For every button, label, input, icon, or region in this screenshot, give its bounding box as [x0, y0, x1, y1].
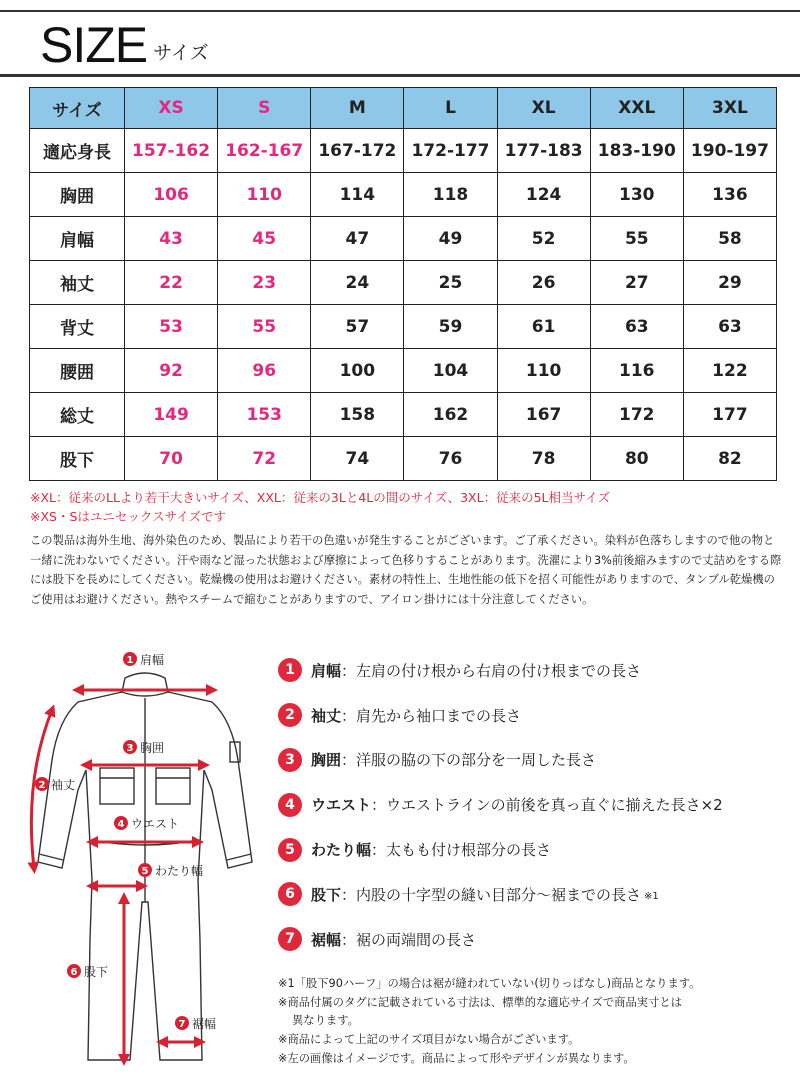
top-rule [0, 10, 800, 12]
size-cell: 49 [404, 217, 497, 261]
legend-item [278, 693, 798, 738]
size-cell: 110 [218, 173, 311, 217]
legend-description: ：太もも付け根部分の長さ [371, 841, 552, 860]
legend-number-badge: 1 [278, 658, 302, 682]
size-col-xl: XL [497, 88, 590, 129]
size-col-xs: XS [125, 88, 218, 129]
figure-label-3 [123, 740, 164, 755]
size-cell: 29 [683, 261, 776, 305]
svg-text:7: 7 [178, 1019, 186, 1030]
size-row-label: 腰囲 [30, 349, 125, 393]
size-table-row [30, 261, 777, 305]
size-row-label: 背丈 [30, 305, 125, 349]
size-cell: 23 [218, 261, 311, 305]
figure-label-1 [123, 652, 164, 667]
svg-text:股下: 股下 [84, 965, 109, 979]
size-cell: 92 [125, 349, 218, 393]
size-cell: 70 [125, 437, 218, 481]
legend-number-badge: 7 [278, 927, 302, 951]
legend-name: わたり幅 [311, 841, 372, 860]
legend-number-badge: 5 [278, 838, 302, 862]
size-cell: 149 [125, 393, 218, 437]
size-cell: 58 [683, 217, 776, 261]
legend-number-badge: 4 [278, 793, 302, 817]
size-cell: 157-162 [125, 129, 218, 173]
svg-text:3: 3 [126, 743, 134, 754]
legend-description: ：ウエストラインの前後を真っ直ぐに揃えた長さ×2 [371, 796, 723, 815]
size-cell: 61 [497, 305, 590, 349]
size-row-label: 袖丈 [30, 261, 125, 305]
svg-text:4: 4 [117, 819, 125, 830]
svg-text:5: 5 [141, 866, 149, 877]
size-cell: 172 [590, 393, 683, 437]
size-col-m: M [311, 88, 404, 129]
size-cell: 26 [497, 261, 590, 305]
size-cell: 22 [125, 261, 218, 305]
size-cell: 63 [683, 305, 776, 349]
size-cell: 96 [218, 349, 311, 393]
figure-label-7 [175, 1016, 216, 1031]
size-table-row [30, 437, 777, 481]
legend-footnote-mark: ※1 [644, 891, 659, 903]
size-cell: 124 [497, 173, 590, 217]
size-row-label: 股下 [30, 437, 125, 481]
fine-print-line: ※1「股下90ハーフ」の場合は裾が縫われていない(切りっぱなし)商品となります。 [278, 977, 701, 990]
size-cell: 130 [590, 173, 683, 217]
size-table-row [30, 305, 777, 349]
size-table [29, 87, 777, 481]
size-col-s: S [218, 88, 311, 129]
size-cell: 63 [590, 305, 683, 349]
size-row-label: 胸囲 [30, 173, 125, 217]
size-col-l: L [404, 88, 497, 129]
size-col-3xl: 3XL [683, 88, 776, 129]
fine-print-line: ※左の画像はイメージです。商品によって形やデザインが異なります。 [278, 1051, 635, 1065]
legend-item [278, 738, 798, 783]
coverall-figure [20, 640, 270, 1080]
svg-text:わたり幅: わたり幅 [155, 864, 204, 878]
title-sub: サイズ [153, 42, 209, 64]
care-paragraph: この製品は海外生地、海外染色のため、製品により若干の色違いが発生することがございます。ご了承ください。染料が色落ちしますので他の物と一緒に洗わないでください。汗や雨など湿った状態および摩擦によって色移りすることがあります。洗濯により3%前後縮みますので丈詰めをする際には股下を長めにしてください。乾燥機の使用はお避けください。素材の特性上、生地性能の低下を招く可能性がありますので、タンブル乾燥機のご使用はお避けください。熱やスチームで縮むことがありますので、アイロン掛けには十分注意してください。 [30, 534, 782, 606]
size-cell: 167 [497, 393, 590, 437]
fine-print-line: ※商品によって上記のサイズ項目がない場合がございます。 [278, 1033, 580, 1047]
size-row-label: 適応身長 [30, 129, 125, 173]
size-cell: 45 [218, 217, 311, 261]
legend-name: 胸囲 [311, 751, 342, 770]
size-cell: 177 [683, 393, 776, 437]
size-cell: 57 [311, 305, 404, 349]
size-cell: 24 [311, 261, 404, 305]
svg-text:袖丈: 袖丈 [51, 778, 76, 792]
size-cell: 136 [683, 173, 776, 217]
size-cell: 104 [404, 349, 497, 393]
size-cell: 82 [683, 437, 776, 481]
size-cell: 110 [497, 349, 590, 393]
size-note: ※XL：従来のLLより若干大きいサイズ、XXL：従来の3Lと4Lの間のサイズ、3XL：従来の5L相当サイズ [30, 490, 611, 505]
fine-print-line: ※商品付属のタグに記載されている寸法は、標準的な適応サイズで商品実寸とは [278, 995, 682, 1009]
size-cell: 167-172 [311, 129, 404, 173]
legend-description: ：裾の両端間の長さ [341, 930, 477, 949]
size-table-corner: サイズ [30, 88, 125, 129]
size-cell: 74 [311, 437, 404, 481]
fine-print [278, 975, 790, 1069]
size-table-row [30, 349, 777, 393]
legend-name: 袖丈 [311, 706, 342, 725]
legend-item [278, 917, 798, 962]
size-cell: 162-167 [218, 129, 311, 173]
figure-label-6 [67, 964, 108, 979]
size-row-label: 総丈 [30, 393, 125, 437]
title-rule [0, 74, 800, 77]
size-table-row [30, 173, 777, 217]
size-row-label: 肩幅 [30, 217, 125, 261]
svg-text:肩幅: 肩幅 [140, 653, 165, 667]
legend-description: ：内股の十字型の縫い目部分〜裾までの長さ [341, 885, 642, 904]
legend-name: 股下 [311, 885, 342, 904]
size-cell: 190-197 [683, 129, 776, 173]
figure-label-2 [35, 777, 75, 792]
size-cell: 118 [404, 173, 497, 217]
size-cell: 122 [683, 349, 776, 393]
size-cell: 172-177 [404, 129, 497, 173]
legend-item [278, 782, 798, 827]
fine-print-line: 異なります。 [292, 1014, 359, 1028]
legend-number-badge: 2 [278, 703, 302, 727]
size-cell: 52 [497, 217, 590, 261]
svg-text:ウエスト: ウエスト [131, 817, 180, 831]
size-cell: 100 [311, 349, 404, 393]
size-cell: 114 [311, 173, 404, 217]
size-cell: 25 [404, 261, 497, 305]
size-cell: 27 [590, 261, 683, 305]
title-main: SIZE [40, 17, 148, 73]
size-note: ※XS・Sはユニセックスサイズです [30, 509, 227, 524]
legend-name: 肩幅 [311, 661, 342, 680]
page-title [40, 17, 209, 73]
svg-text:6: 6 [70, 967, 78, 978]
size-cell: 80 [590, 437, 683, 481]
legend-number-badge: 3 [278, 748, 302, 772]
legend-name: 裾幅 [311, 930, 342, 949]
size-cell: 153 [218, 393, 311, 437]
figure-label-5 [138, 863, 203, 878]
legend-description: ：洋服の脇の下の部分を一周した長さ [341, 751, 597, 770]
size-table-row [30, 129, 777, 173]
size-cell: 76 [404, 437, 497, 481]
svg-text:1: 1 [126, 655, 134, 666]
size-cell: 162 [404, 393, 497, 437]
size-cell: 47 [311, 217, 404, 261]
size-cell: 78 [497, 437, 590, 481]
legend-item [278, 827, 798, 872]
size-cell: 116 [590, 349, 683, 393]
svg-text:2: 2 [38, 780, 46, 791]
size-cell: 59 [404, 305, 497, 349]
size-cell: 55 [218, 305, 311, 349]
legend-description: ：肩先から袖口までの長さ [341, 706, 522, 725]
legend-number-badge: 6 [278, 882, 302, 906]
size-cell: 72 [218, 437, 311, 481]
size-cell: 53 [125, 305, 218, 349]
size-table-header-row [30, 88, 777, 129]
legend-description: ：左肩の付け根から右肩の付け根までの長さ [341, 661, 642, 680]
size-cell: 43 [125, 217, 218, 261]
size-cell: 106 [125, 173, 218, 217]
size-cell: 55 [590, 217, 683, 261]
measurement-legend [278, 648, 798, 962]
legend-item [278, 648, 798, 693]
size-table-row [30, 393, 777, 437]
size-cell: 177-183 [497, 129, 590, 173]
size-notes [30, 488, 610, 526]
legend-name: ウエスト [311, 796, 372, 815]
legend-item [278, 872, 798, 917]
size-col-xxl: XXL [590, 88, 683, 129]
svg-text:胸囲: 胸囲 [140, 741, 165, 755]
size-cell: 158 [311, 393, 404, 437]
size-cell: 183-190 [590, 129, 683, 173]
svg-text:裾幅: 裾幅 [192, 1017, 217, 1031]
size-table-row [30, 217, 777, 261]
figure-label-4 [114, 816, 179, 831]
